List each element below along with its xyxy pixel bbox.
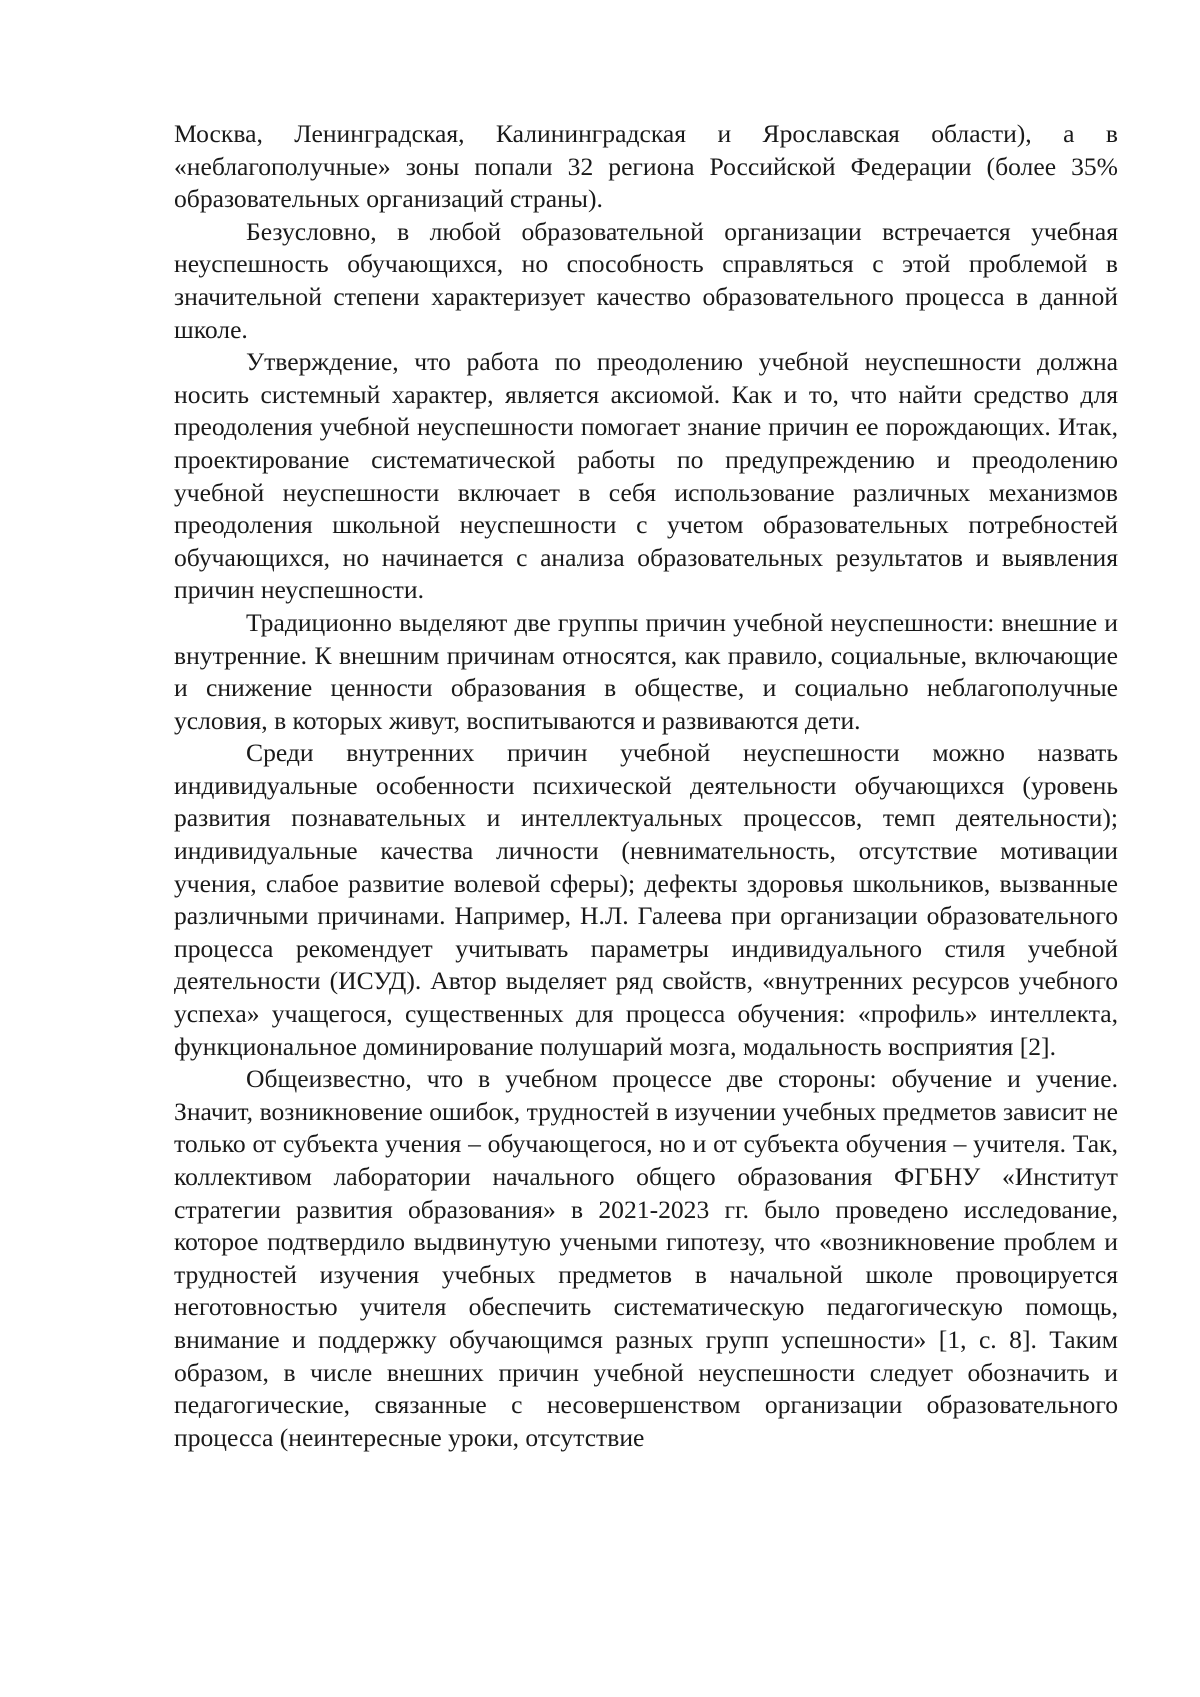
paragraph-continuation: Москва, Ленинградская, Калининградская и Ярославская области), а в «неблагополучные» зоны попали 32 региона Российской Федерации (более 35% образовательных организаций страны). xyxy=(174,118,1118,216)
paragraph-internal-causes: Среди внутренних причин учебной неуспешности можно назвать индивидуальные особенности психической деятельности обучающихся (уровень развития познавательных и интеллектуальных процессов, темп деятельности); индивидуальные качества личности (невнимательность, отсутствие мотивации учения, слабое развитие волевой сферы); дефекты здоровья школьников, вызванные различными причинами. Например, Н.Л. Галеева при организации образовательного процесса рекомендует учитывать параметры индивидуального стиля учебной деятельности (ИСУД). Автор выделяет ряд свойств, «внутренних ресурсов учебного успеха» учащегося, существенных для процесса обучения: «профиль» интеллекта, функциональное доминирование полушарий мозга, модальность восприятия [2]. xyxy=(174,737,1118,1063)
paragraph-external-causes: Традиционно выделяют две группы причин учебной неуспешности: внешние и внутренние. К внешним причинам относятся, как правило, социальные, включающие и снижение ценности образования в обществе, и социально неблагополучные условия, в которых живут, воспитываются и развиваются дети. xyxy=(174,607,1118,737)
document-body xyxy=(174,118,1118,1454)
paragraph-teaching-learning: Общеизвестно, что в учебном процессе две стороны: обучение и учение. Значит, возникновение ошибок, трудностей в изучении учебных предметов зависит не только от субъекта учения – обучающегося, но и от субъекта обучения – учителя. Так, коллективом лаборатории начального общего образования ФГБНУ «Институт стратегии развития образования» в 2021-2023 гг. было проведено исследование, которое подтвердило выдвинутую учеными гипотезу, что «возникновение проблем и трудностей изучения учебных предметов в начальной школе провоцируется неготовностью учителя обеспечить систематическую педагогическую помощь, внимание и поддержку обучающимся разных групп успешности» [1, с. 8]. Таким образом, в числе внешних причин учебной неуспешности следует обозначить и педагогические, связанные с несовершенством организации образовательного процесса (неинтересные уроки, отсутствие xyxy=(174,1063,1118,1454)
document-page xyxy=(0,0,1200,1697)
paragraph-systemic-work: Утверждение, что работа по преодолению учебной неуспешности должна носить системный характер, является аксиомой. Как и то, что найти средство для преодоления учебной неуспешности помогает знание причин ее порождающих. Итак, проектирование систематической работы по предупреждению и преодолению учебной неуспешности включает в себя использование различных механизмов преодоления школьной неуспешности с учетом образовательных потребностей обучающихся, но начинается с анализа образовательных результатов и выявления причин неуспешности. xyxy=(174,346,1118,607)
paragraph-underachievement-quality: Безусловно, в любой образовательной организации встречается учебная неуспешность обучающихся, но способность справляться с этой проблемой в значительной степени характеризует качество образовательного процесса в данной школе. xyxy=(174,216,1118,346)
